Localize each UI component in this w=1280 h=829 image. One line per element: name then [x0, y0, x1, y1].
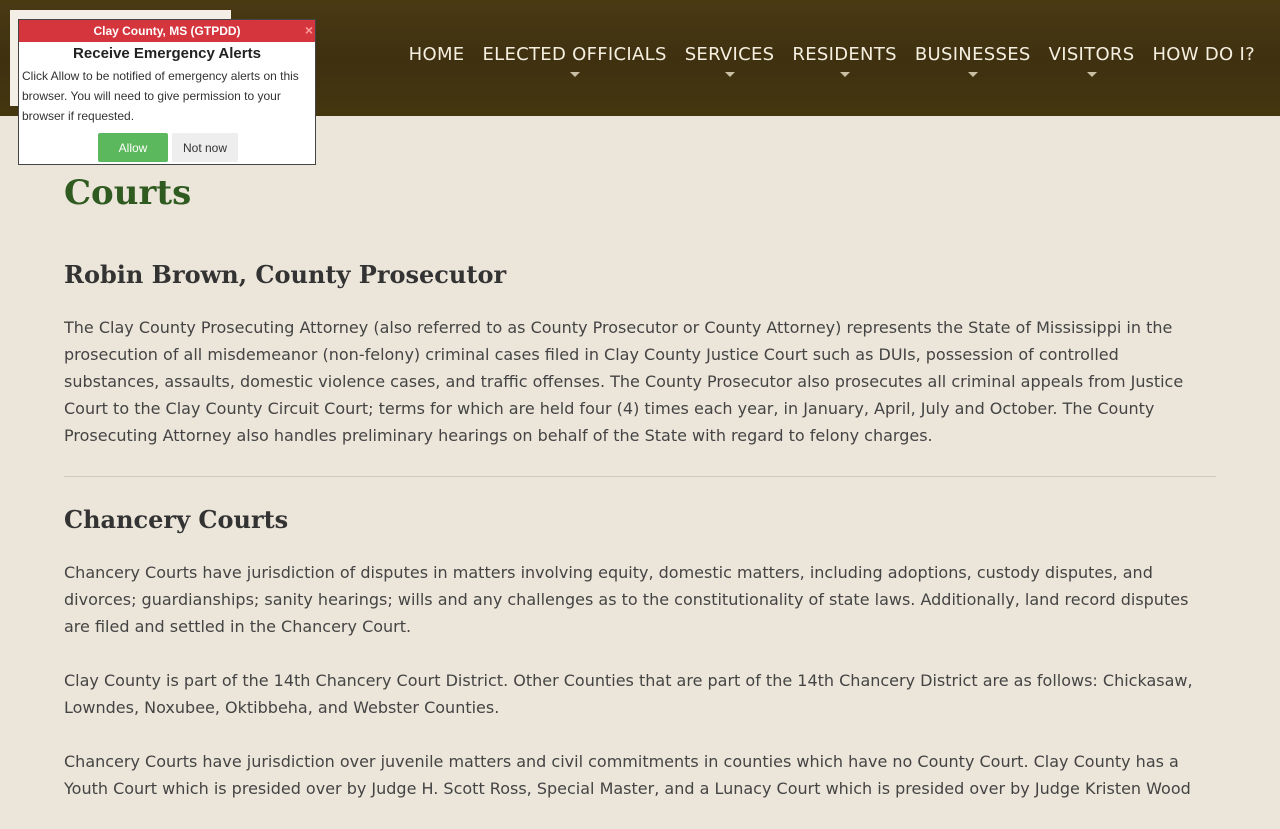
emergency-alert-popup: [18, 19, 316, 165]
page-title: Courts: [64, 173, 192, 213]
paragraph: Chancery Courts have jurisdiction of disputes in matters involving equity, domestic matters, including adoptions, custody disputes, and divorces; guardianships; sanity hearings; wills and any challenges as to the constitutionality of state laws. Additionally, land record disputes are filed and settled in the Chancery Court.: [64, 563, 1189, 636]
popup-title: Receive Emergency Alerts: [73, 45, 261, 62]
popup-header-text: Clay County, MS (GTPDD): [93, 24, 241, 38]
nav-services[interactable]: [676, 44, 784, 65]
nav-home[interactable]: [400, 44, 474, 65]
nav-visitors[interactable]: [1040, 44, 1144, 65]
nav-label: VISITORS: [1048, 44, 1135, 65]
main-content: [64, 170, 1216, 829]
chevron-down-icon: [1087, 72, 1097, 77]
popup-header: [19, 20, 315, 42]
nav-label: ELECTED OFFICIALS: [482, 44, 667, 65]
paragraph: Clay County is part of the 14th Chancery Court District. Other Counties that are part of the 14th Chancery District are as follows: Chickasaw, Lowndes, Noxubee, Oktibbeha, and Webster Counties.: [64, 671, 1193, 717]
chevron-down-icon: [725, 72, 735, 77]
nav-how-do-i[interactable]: [1143, 44, 1264, 65]
close-icon[interactable]: ×: [304, 22, 313, 38]
paragraph: Chancery Courts have jurisdiction over juvenile matters and civil commitments in counties which have no County Court. Clay County has a Youth Court which is presided over by Judge H. Scott Ross, Special Master, and a Lunacy Court which is presided over by Judge Kristen Wood: [64, 752, 1191, 798]
paragraph: The Clay County Prosecuting Attorney (also referred to as County Prosecutor or County Attorney) represents the State of Mississippi in the prosecution of all misdemeanor (non-felony) criminal cases filed in Clay County Justice Court such as DUIs, possession of controlled substances, assaults, domestic violence cases, and traffic offenses. The County Prosecutor also prosecutes all criminal appeals from Justice Court to the Clay County Circuit Court; terms for which are held four (4) times each year, in January, April, July and October. The County Prosecuting Attorney also handles preliminary hearings on behalf of the State with regard to felony charges.: [64, 318, 1184, 445]
not-now-button[interactable]: Not now: [172, 133, 238, 162]
nav-label: HOME: [408, 44, 465, 65]
section-heading-chancery: Chancery Courts: [64, 505, 289, 534]
popup-actions: [98, 133, 238, 162]
nav-residents[interactable]: [783, 44, 905, 65]
chevron-down-icon: [570, 72, 580, 77]
nav-elected-officials[interactable]: [473, 44, 675, 65]
allow-button[interactable]: Allow: [98, 133, 168, 162]
main-nav: [400, 44, 1264, 65]
popup-message: Click Allow to be notified of emergency alerts on this browser. You will need to give permission to your browser if requested.: [22, 69, 299, 123]
chevron-down-icon: [968, 72, 978, 77]
nav-label: SERVICES: [684, 44, 775, 65]
chevron-down-icon: [840, 72, 850, 77]
nav-label: RESIDENTS: [792, 44, 897, 65]
section-heading-prosecutor: Robin Brown, County Prosecutor: [64, 260, 507, 289]
divider: [64, 476, 1216, 477]
nav-businesses[interactable]: [906, 44, 1040, 65]
nav-label: BUSINESSES: [914, 44, 1031, 65]
nav-label: HOW DO I?: [1152, 44, 1255, 65]
